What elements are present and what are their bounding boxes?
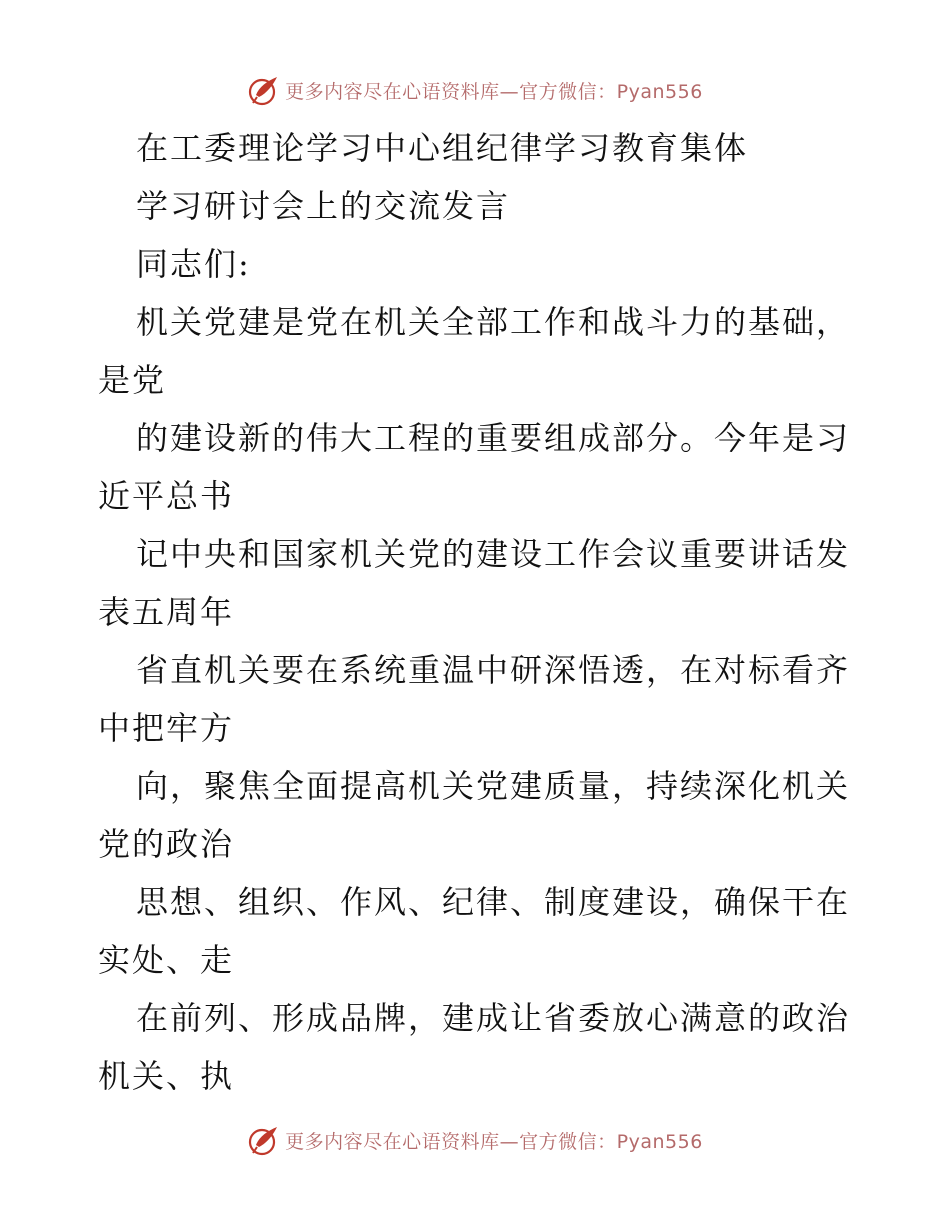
document-title-line-2: 学习研讨会上的交流发言	[136, 187, 511, 225]
paragraph-line: 思想、组织、作风、纪律、制度建设，确保干在	[136, 883, 851, 921]
watermark-text: 更多内容尽在心语资料库—官方微信：Pyan556	[285, 1130, 703, 1153]
paragraph-line: 机关党建是党在机关全部工作和战斗力的基础，	[136, 303, 851, 341]
watermark-text: 更多内容尽在心语资料库—官方微信：Pyan556	[285, 80, 703, 103]
paragraph-line: 中把牢方	[98, 709, 235, 747]
paragraph-line: 近平总书	[98, 477, 235, 515]
paragraph-line: 是党	[98, 361, 167, 399]
paragraph-line: 实处、走	[98, 941, 235, 979]
salutation: 同志们:	[136, 245, 251, 283]
document-title-line-1: 在工委理论学习中心组纪律学习教育集体	[136, 129, 749, 167]
paragraph-line: 在前列、形成品牌，建成让省委放心满意的政治	[136, 999, 851, 1037]
quill-logo-icon	[247, 1123, 281, 1157]
paragraph-line: 的建设新的伟大工程的重要组成部分。今年是习	[136, 419, 851, 457]
paragraph-line: 记中央和国家机关党的建设工作会议重要讲话发	[136, 535, 851, 573]
footer-watermark	[0, 1122, 950, 1158]
paragraph-line: 表五周年	[98, 593, 235, 631]
paragraph-line: 省直机关要在系统重温中研深悟透，在对标看齐	[136, 651, 851, 689]
paragraph-line: 党的政治	[98, 825, 235, 863]
paragraph-line: 机关、执	[98, 1057, 235, 1095]
header-watermark	[0, 72, 950, 108]
paragraph-line: 向，聚焦全面提高机关党建质量，持续深化机关	[136, 767, 851, 805]
quill-logo-icon	[247, 73, 281, 107]
